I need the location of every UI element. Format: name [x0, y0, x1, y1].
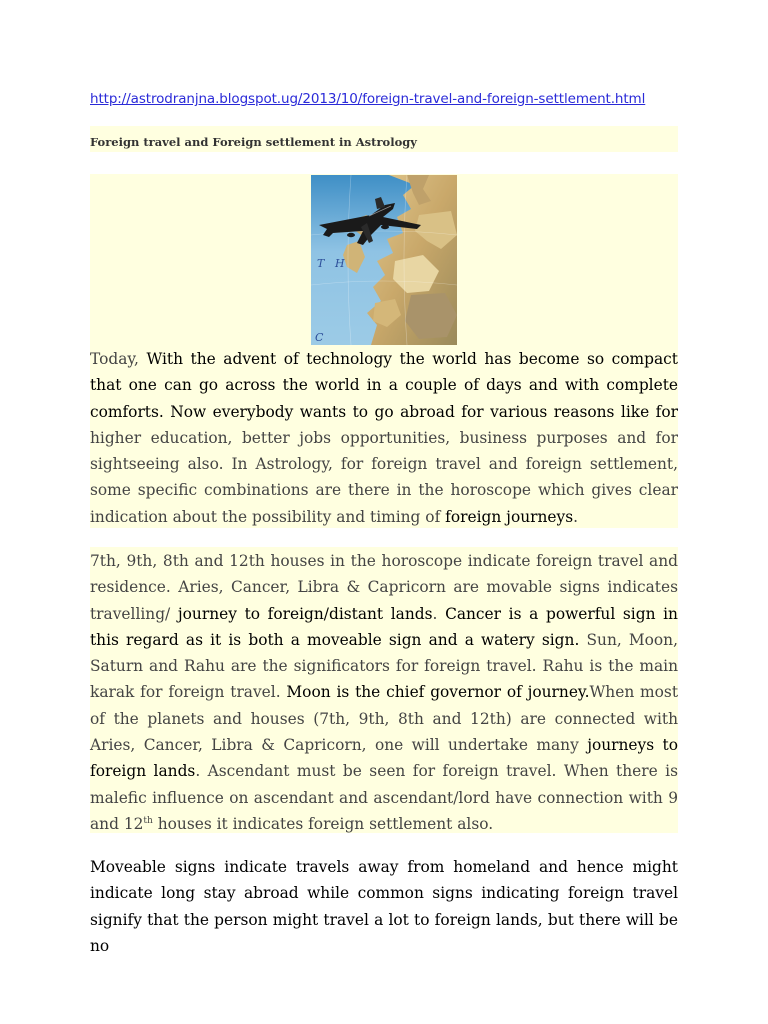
- airplane-map-image: [311, 175, 457, 345]
- source-link[interactable]: http://astrodranjna.blogspot.ug/2013/10/foreign-travel-and-foreign-settlement.html: [90, 91, 646, 107]
- article-title: Foreign travel and Foreign settlement in Astrology: [90, 135, 417, 149]
- svg-text:C: C: [315, 331, 324, 344]
- houses-paragraph: 7th, 9th, 8th and 12th houses in the horoscope indicate foreign travel and residence. Aries, Cancer, Libra & Capricorn are movable signs indicates travelling/ journey to foreign/distant lands. Cancer is a powerful sign in this regard as it is both a moveable sign and a watery sign. Sun, Moon, Saturn and Rahu are the significators for foreign travel. Rahu is the main karak for foreign travel. Moon is the chief governor of journey.When most of the planets and houses (7th, 9th, 8th and 12th) are connected with Aries, Cancer, Libra & Capricorn, one will undertake many journeys to foreign lands. Ascendant must be seen for foreign travel. When there is malefic influence on ascendant and ascendant/lord have connection with 9 and 12th houses it indicates foreign settlement also.: [90, 552, 679, 833]
- intro-paragraph: Today, With the advent of technology the world has become so compact that one can go across the world in a couple of days and with complete comforts. Now everybody wants to go abroad for various reasons like for higher education, better jobs opportunities, business purposes and for sightseeing also. In Astrology, for foreign travel and foreign settlement, some specific combinations are there in the horoscope which gives clear indication about the possibility and timing of foreign journeys.: [90, 350, 678, 526]
- svg-text:H: H: [335, 257, 345, 270]
- moveable-signs-paragraph: Moveable signs indicate travels away from homeland and hence might indicate long stay abroad while common signs indicating foreign travel signify that the person might travel a lot to foreign lands, but there will be no: [90, 858, 678, 955]
- svg-text:T: T: [317, 257, 325, 270]
